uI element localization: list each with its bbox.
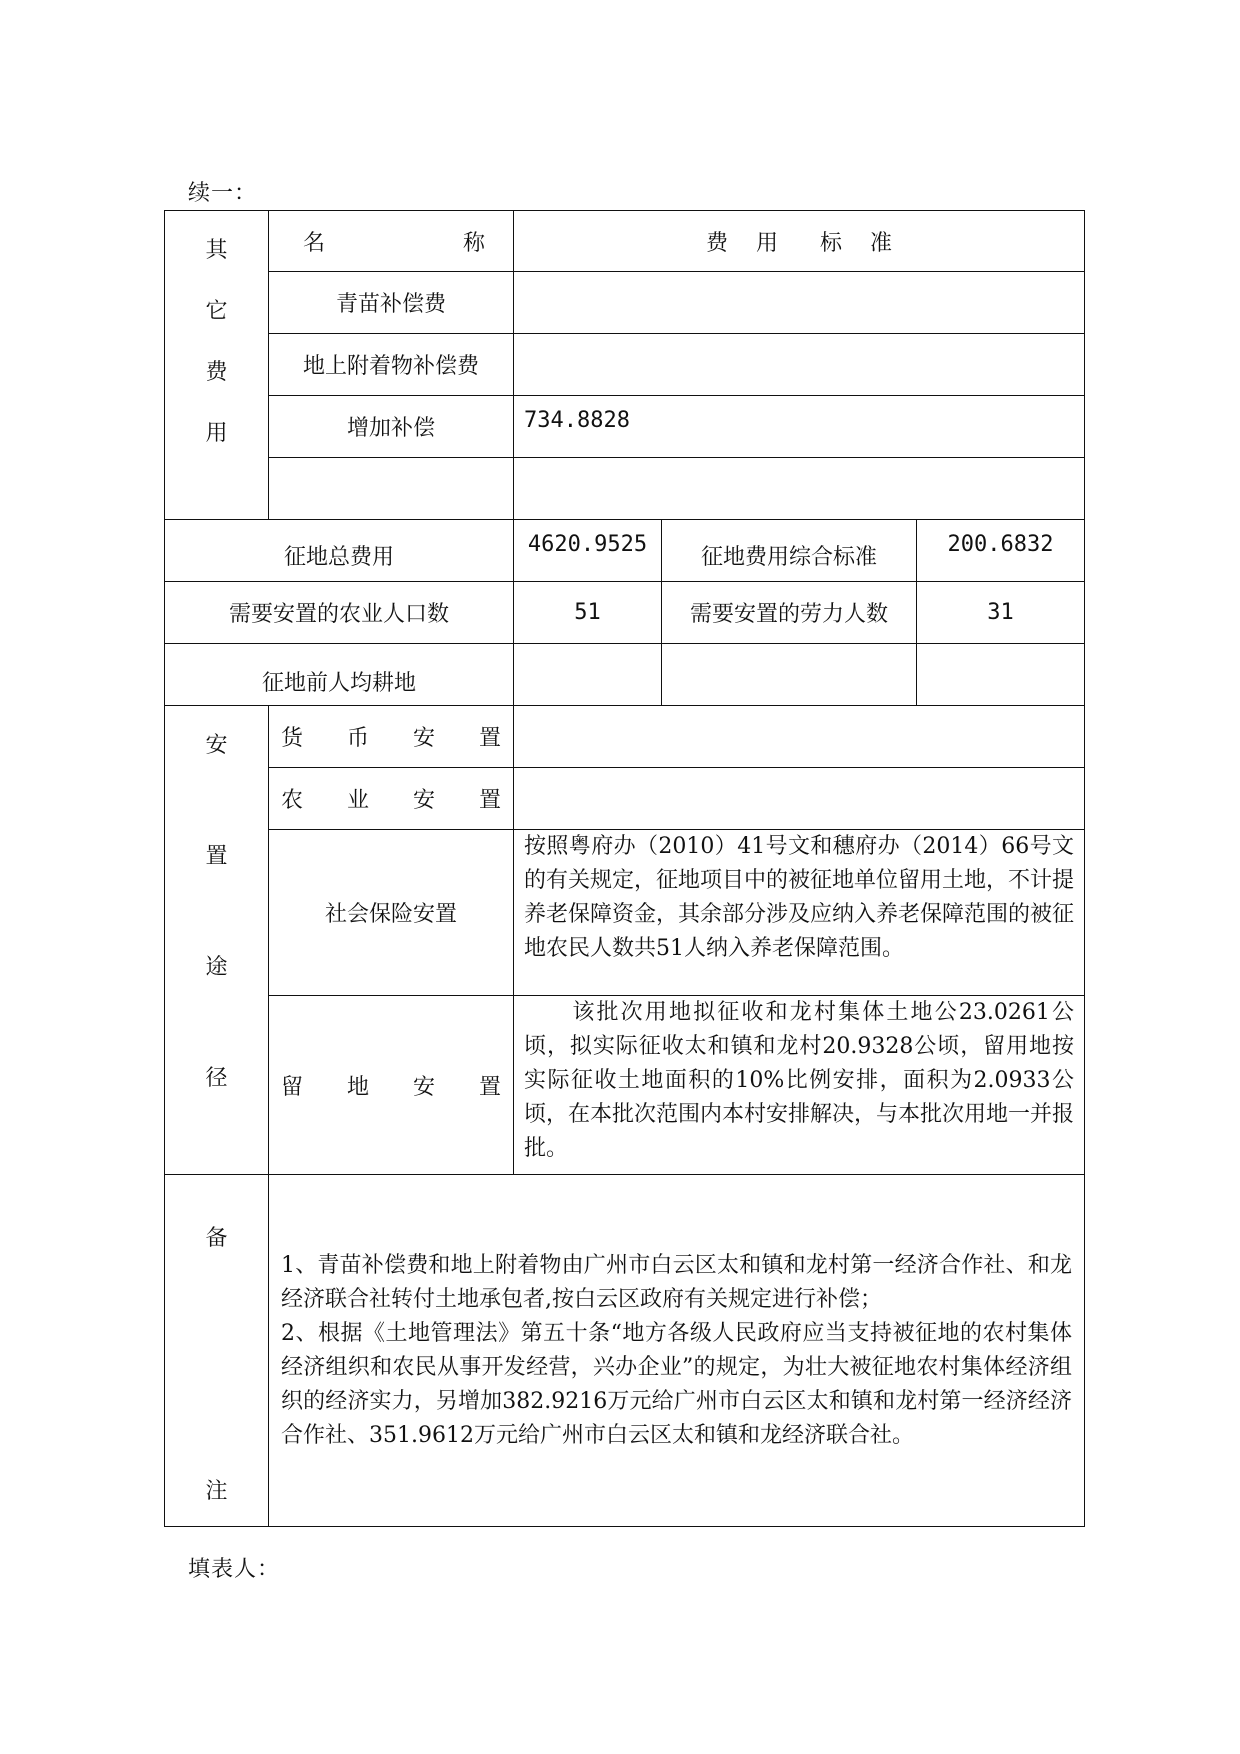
other-fees-char: 费 bbox=[205, 360, 228, 385]
total-fee-label: 征地总费用 bbox=[165, 520, 514, 582]
agricultural-resettlement-value bbox=[514, 768, 1085, 830]
fee-name-cell: 地上附着物补偿费 bbox=[269, 334, 514, 396]
fee-name-cell: 青苗补偿费 bbox=[269, 272, 514, 334]
remarks-char: 备 bbox=[205, 1226, 228, 1251]
monetary-resettlement-label: 货 币 安 置 bbox=[269, 706, 514, 768]
resettlement-char: 置 bbox=[205, 844, 228, 869]
resettlement-section-label bbox=[165, 706, 269, 1175]
remarks-content bbox=[269, 1175, 1085, 1527]
agri-population-value: 51 bbox=[514, 582, 662, 644]
remark-line-2: 2、根据《土地管理法》第五十条“地方各级人民政府应当支持被征地的农村集体经济组织和农民从事开发经营，兴办企业”的规定，为壮大被征地农村集体经济组织的经济实力，另增加382.9216万元给广州市白云区太和镇和龙村第一经济经济合作社、351.9612万元给广州市白云区太和镇和龙经济联合社。 bbox=[281, 1320, 1073, 1448]
social-insurance-label: 社会保险安置 bbox=[269, 830, 514, 996]
comprehensive-standard-label: 征地费用综合标准 bbox=[662, 520, 917, 582]
per-capita-farmland-value bbox=[514, 644, 662, 706]
resettlement-char: 安 bbox=[205, 733, 228, 758]
labor-count-label: 需要安置的劳力人数 bbox=[662, 582, 917, 644]
other-fees-char: 用 bbox=[205, 421, 228, 446]
labor-count-value: 31 bbox=[917, 582, 1085, 644]
fee-value-cell bbox=[514, 272, 1085, 334]
remarks-char: 注 bbox=[205, 1479, 228, 1504]
total-fee-value: 4620.9525 bbox=[514, 520, 662, 582]
per-capita-extra-cell bbox=[662, 644, 917, 706]
reserved-land-text: 该批次用地拟征收和龙村集体土地公23.0261公顷，拟实际征收太和镇和龙村20.9328公顷，留用地按实际征收土地面积的10%比例安排，面积为2.0933公顷，在本批次范围内本村安排解决，与本批次用地一并报批。 bbox=[514, 996, 1085, 1175]
form-filler-caption: 填表人： bbox=[188, 1557, 281, 1582]
continuation-caption: 续一： bbox=[188, 181, 258, 206]
other-fees-section-label bbox=[165, 211, 269, 520]
other-fees-char: 其 bbox=[205, 238, 228, 263]
reserved-land-label: 留 地 安 置 bbox=[269, 996, 514, 1175]
per-capita-farmland-label: 征地前人均耕地 bbox=[165, 644, 514, 706]
name-column-header: 名 称 bbox=[269, 211, 514, 272]
remarks-section-label bbox=[165, 1175, 269, 1527]
land-expropriation-form bbox=[164, 210, 1085, 1527]
agri-population-label: 需要安置的农业人口数 bbox=[165, 582, 514, 644]
fee-value-cell bbox=[514, 458, 1085, 520]
resettlement-char: 途 bbox=[205, 955, 228, 980]
fee-value-cell: 734.8828 bbox=[514, 396, 1085, 458]
fee-name-cell bbox=[269, 458, 514, 520]
fee-name-cell: 增加补偿 bbox=[269, 396, 514, 458]
fee-value-cell bbox=[514, 334, 1085, 396]
standard-column-header: 费 用 标 准 bbox=[514, 211, 1085, 272]
monetary-resettlement-value bbox=[514, 706, 1085, 768]
per-capita-extra-cell bbox=[917, 644, 1085, 706]
comprehensive-standard-value: 200.6832 bbox=[917, 520, 1085, 582]
remark-line-1: 1、青苗补偿费和地上附着物由广州市白云区太和镇和龙村第一经济合作社、和龙经济联合社转付土地承包者,按白云区政府有关规定进行补偿； bbox=[281, 1252, 1073, 1312]
resettlement-char: 径 bbox=[205, 1066, 228, 1091]
agricultural-resettlement-label: 农 业 安 置 bbox=[269, 768, 514, 830]
social-insurance-text: 按照粤府办（2010）41号文和穗府办（2014）66号文的有关规定，征地项目中的被征地单位留用土地，不计提养老保障资金，其余部分涉及应纳入养老保障范围的被征地农民人数共51人纳入养老保障范围。 bbox=[514, 830, 1085, 996]
other-fees-char: 它 bbox=[205, 299, 228, 324]
